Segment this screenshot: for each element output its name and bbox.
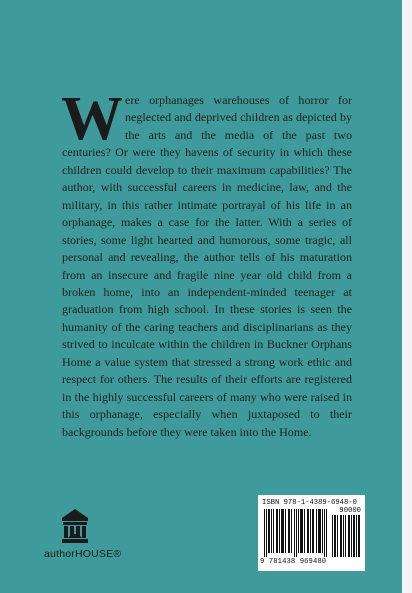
barcode-bars bbox=[264, 509, 328, 557]
isbn-label: ISBN 978-1-4389-6948-0 bbox=[262, 499, 357, 507]
page-edge bbox=[402, 0, 412, 593]
drop-cap: W bbox=[61, 85, 121, 153]
barcode-digits: 9 781438 969480 bbox=[260, 558, 327, 566]
isbn-barcode bbox=[258, 495, 365, 571]
blurb-text: ere orphanages warehouses of horror for neglected and deprived children as depicted by the arts and the media of the past two centuries? Or were they havens of security in which these children could develop to their maximum capabilities? The author, with successful careers in medicine, law, and the military, in this rather intimate portrayal of his life in an orphanage, makes a case for the latter. With a series of stories, some light hearted and humorous, some tragic, all personal and revealing, the author tells of his maturation from an insecure and fragile nine year old child from a broken home, into an independent-minded teenager at graduation from high school. In these stories is seen the humanity of the caring teachers and disciplinarians as they strived to inculcate within the children in Buckner Orphans Home a value system that stressed a strong work ethic and respect for others. The results of their efforts are registered in the highly successful careers of many who were raised in this orphanage, especially when juxtaposed to their backgrounds before they were taken into the Home. bbox=[62, 93, 352, 439]
blurb-paragraph bbox=[61, 85, 352, 441]
price-barcode-bars bbox=[332, 515, 360, 557]
authorhouse-building-icon bbox=[60, 508, 90, 544]
price-code: 90000 bbox=[339, 507, 361, 515]
publisher-name: authorHOUSE® bbox=[44, 548, 122, 560]
publisher-logo bbox=[44, 508, 134, 568]
